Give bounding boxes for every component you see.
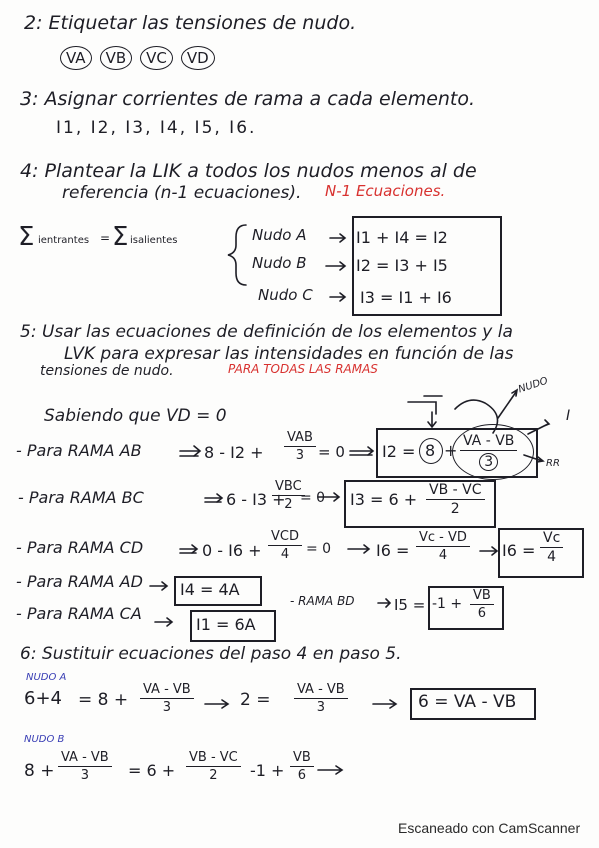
- step4-heading-2: referencia (n-1 ecuaciones).: [62, 183, 302, 203]
- fraction-numerator: VA - VB: [460, 433, 517, 451]
- kcl-sum-right: Σ: [112, 222, 129, 252]
- fraction-denominator: 2: [450, 501, 460, 517]
- rama-cd-mid-lhs: I6 =: [376, 541, 410, 560]
- step4-heading-1: 4: Plantear la LIK a todos los nudos menos al de: [20, 160, 477, 182]
- fraction-denominator: 4: [547, 549, 557, 565]
- rama-cd-lhs: 0 - I6 +: [202, 541, 262, 560]
- arrow-icon: [348, 545, 369, 553]
- nudo-b-lhs: 8 +: [24, 761, 55, 781]
- arrow-icon: [155, 618, 172, 626]
- rama-ab-eq0: = 0: [318, 443, 345, 461]
- voltage-label-c: VC: [140, 46, 173, 70]
- rama-bd-res-a: -1 +: [432, 596, 463, 612]
- rama-ca-result: I1 = 6A: [196, 615, 256, 634]
- fraction-numerator: VB: [290, 750, 314, 767]
- rama-ad-label: - Para RAMA AD: [16, 572, 143, 591]
- nudo-b-fraction-3: [290, 750, 314, 783]
- fraction-numerator: VB: [470, 588, 494, 605]
- nudo-b-fraction-2: [186, 750, 241, 783]
- rama-bc-lhs: 6 - I3 +: [226, 490, 286, 509]
- fraction-denominator: 3: [316, 700, 325, 715]
- node-voltage-labels: [60, 46, 215, 70]
- arrow-icon: [350, 447, 373, 455]
- arrow-icon: [373, 700, 396, 708]
- fraction-denominator: 4: [438, 548, 448, 563]
- arrow-icon: [180, 446, 200, 456]
- step4-red-note: N-1 Ecuaciones.: [325, 182, 446, 200]
- arrow-icon: [326, 262, 345, 270]
- nudo-a-mid: 2 =: [240, 690, 271, 710]
- node-c-label: Nudo C: [258, 286, 313, 304]
- fraction-numerator: VAB: [284, 430, 316, 447]
- rama-bc-eq0: = 0: [300, 490, 326, 506]
- arrow-icon: [378, 599, 390, 607]
- fraction-denominator: 6: [297, 768, 307, 783]
- step5-red-note: PARA TODAS LAS RAMAS: [228, 362, 378, 376]
- arrow-icon: [205, 494, 222, 502]
- rama-ad-result: I4 = 4A: [180, 580, 240, 599]
- nudo-a-tag: NUDO A: [26, 672, 67, 683]
- rama-ab-res-lhs: I2 =: [382, 442, 416, 461]
- step6-heading: 6: Sustituir ecuaciones del paso 4 en paso 5.: [20, 644, 402, 664]
- fraction-denominator: 2: [284, 497, 293, 512]
- nudo-a-fraction-1: [140, 682, 194, 715]
- fraction-denominator: 4: [280, 547, 290, 562]
- rama-bc-result-fraction: [426, 482, 485, 517]
- fraction-numerator: VCD: [268, 529, 302, 546]
- arrow-icon: [180, 545, 197, 553]
- rama-ab-label: - Para RAMA AB: [16, 441, 142, 460]
- rama-cd-eq0: = 0: [306, 541, 332, 557]
- sabiendo-line: Sabiendo que VD = 0: [44, 406, 227, 426]
- kcl-sum-left: Σ: [18, 222, 35, 252]
- nudo-a-fraction-2: [294, 682, 348, 715]
- rama-bd-lhs: I5 =: [394, 596, 426, 614]
- fraction-numerator: VB - VC: [186, 750, 241, 767]
- arrow-icon: [408, 396, 442, 414]
- fraction-numerator: VA - VB: [294, 682, 348, 699]
- annotation-rr: RR: [546, 458, 560, 469]
- step5-heading-1: 5: Usar las ecuaciones de definición de los elementos y la: [20, 322, 513, 342]
- rama-cd-result-fraction: [540, 530, 563, 565]
- kcl-equals: =: [100, 231, 111, 245]
- scanner-footer: Escaneado con CamScanner: [398, 820, 581, 836]
- node-a-label: Nudo A: [252, 226, 307, 244]
- rama-bd-label: - RAMA BD: [290, 594, 355, 608]
- voltage-label-a: VA: [60, 46, 92, 70]
- fraction-denominator: 3: [295, 448, 305, 463]
- rama-bc-label: - Para RAMA BC: [18, 488, 144, 507]
- fraction-numerator: Vc: [540, 530, 563, 548]
- nudo-a-lhs: 6+4: [24, 688, 62, 709]
- rama-bc-res-lhs: I3 = 6 +: [350, 490, 418, 509]
- fraction-denominator: 3: [162, 700, 171, 715]
- step3-heading: 3: Asignar corrientes de rama a cada elemento.: [20, 88, 476, 110]
- step5-heading-3: tensiones de nudo.: [40, 363, 174, 379]
- rama-cd-fraction: [268, 529, 302, 562]
- nudo-b-tag: NUDO B: [24, 734, 65, 745]
- kcl-sub-left: ientrantes: [38, 235, 90, 246]
- rama-cd-label: - Para RAMA CD: [16, 538, 144, 557]
- voltage-label-b: VB: [100, 46, 133, 70]
- kcl-eq-node-c: I3 = I1 + I6: [360, 288, 452, 307]
- fraction-denominator: 3: [479, 453, 498, 471]
- step2-heading: 2: Etiquetar las tensiones de nudo.: [24, 12, 357, 34]
- fraction-numerator: VB - VC: [426, 482, 485, 500]
- annotation-nudo: NUDO: [517, 375, 550, 396]
- kcl-sub-right: isalientes: [130, 235, 178, 246]
- voltage-label-d: VD: [181, 46, 215, 70]
- nudo-a-eq1: = 8 +: [78, 690, 129, 710]
- fraction-denominator: 6: [477, 606, 487, 621]
- kcl-eq-node-b: I2 = I3 + I5: [356, 256, 448, 275]
- step5-heading-2: LVK para expresar las intensidades en función de las: [64, 344, 514, 364]
- fraction-numerator: VBC: [272, 479, 305, 496]
- rama-cd-res-lhs: I6 =: [502, 541, 536, 560]
- rama-ab-lhs: 8 - I2 +: [204, 443, 264, 462]
- fraction-numerator: VA - VB: [58, 750, 112, 767]
- rama-ab-res-8: 8: [425, 441, 436, 460]
- arrow-icon: [480, 547, 497, 555]
- arrow-icon: [150, 582, 167, 590]
- arrow-icon: [330, 293, 345, 301]
- annotation-current: I: [566, 408, 571, 424]
- kcl-eq-node-a: I1 + I4 = I2: [356, 228, 448, 247]
- fraction-numerator: VA - VB: [140, 682, 194, 699]
- fraction-denominator: 3: [80, 768, 89, 783]
- branch-currents: I1, I2, I3, I4, I5, I6.: [56, 118, 257, 138]
- arrow-icon: [205, 700, 228, 708]
- rama-cd-mid-fraction: [416, 530, 470, 563]
- nudo-a-result: 6 = VA - VB: [418, 692, 517, 712]
- rama-ab-res-plus: +: [444, 441, 458, 460]
- nudo-b-eq: = 6 +: [128, 761, 176, 780]
- nudo-b-fraction-1: [58, 750, 112, 783]
- rama-ab-result-fraction: [460, 433, 517, 471]
- rama-bd-result-fraction: [470, 588, 494, 621]
- arrow-icon: [318, 766, 342, 774]
- nudo-b-mid: -1 +: [250, 761, 285, 780]
- fraction-numerator: Vc - VD: [416, 530, 470, 547]
- rama-ca-label: - Para RAMA CA: [16, 604, 142, 623]
- arrow-icon: [330, 234, 345, 242]
- brace-icon: [228, 225, 246, 285]
- node-b-label: Nudo B: [252, 254, 307, 272]
- fraction-denominator: 2: [209, 768, 218, 783]
- rama-ab-fraction: [284, 430, 316, 463]
